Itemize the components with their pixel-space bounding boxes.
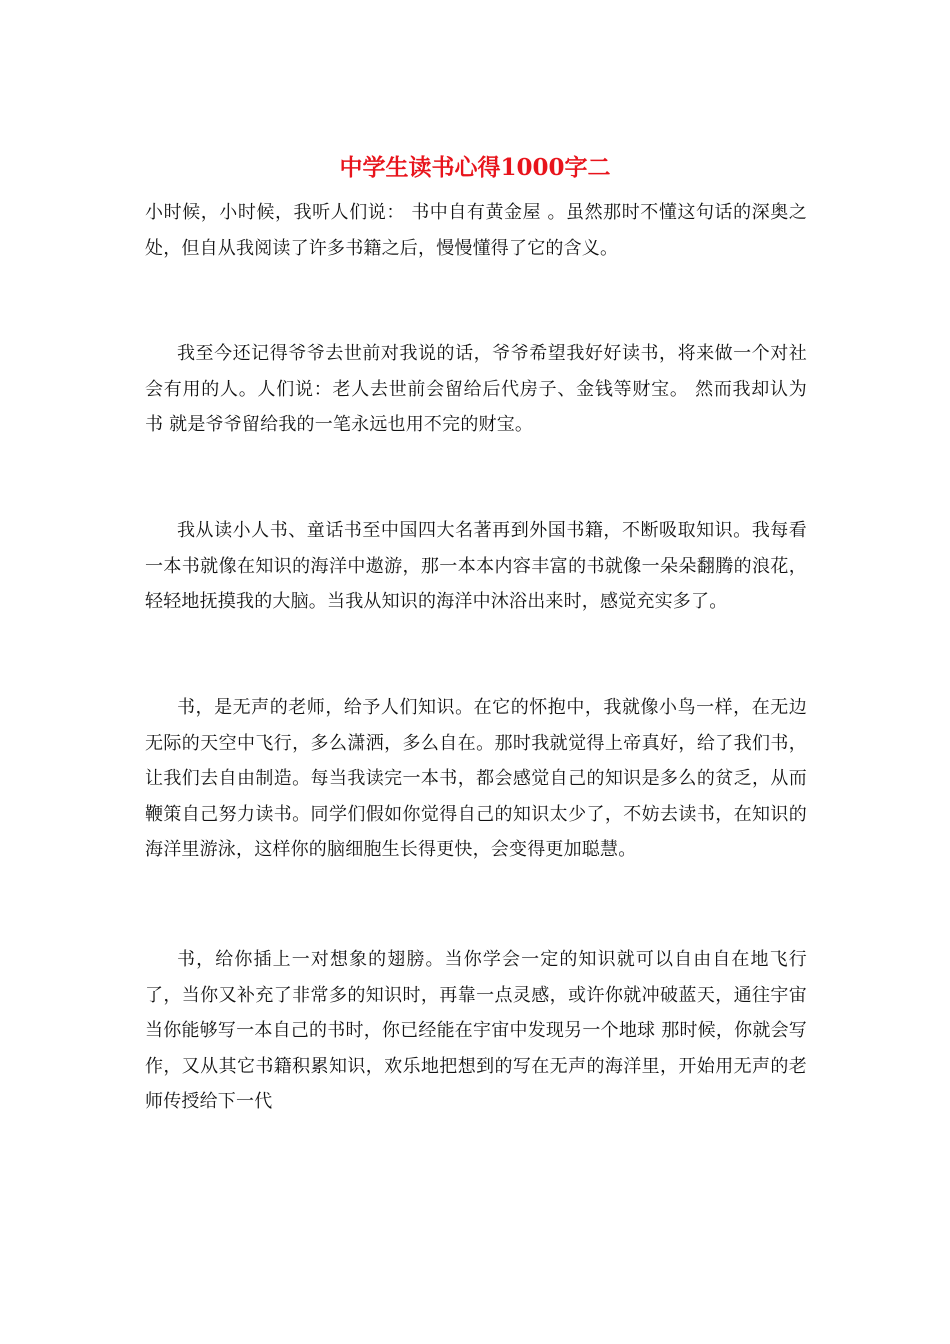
paragraph-5: 书，给你插上一对想象的翅膀。当你学会一定的知识就可以自由自在地飞行了，当你又补充了非常多的知识时，再靠一点灵感，或许你就冲破蓝天，通往宇宙 当你能够写一本自己的书时，你已经能在宇宙中发现另一个地球 那时候，你就会写作，又从其它书籍积累知识，欢乐地把想到的写在无声的海洋里，开始用无声的老师传授给下一代 (145, 949, 807, 1112)
paragraph-3: 我从读小人书、童话书至中国四大名著再到外国书籍，不断吸取知识。我每看一本书就像在知识的海洋中遨游，那一本本内容丰富的书就像一朵朵翻腾的浪花，轻轻地抚摸我的大脑。当我从知识的海洋中沐浴出来时，感觉充实多了。 (145, 520, 807, 612)
paragraph-2: 我至今还记得爷爷去世前对我说的话，爷爷希望我好好读书，将来做一个对社会有用的人。人们说：老人去世前会留给后代房子、金钱等财宝。 然而我却认为 书 就是爷爷留给我的一笔永远也用不完的财宝。 (145, 343, 807, 435)
paragraph-1: 小时候，小时候，我听人们说： 书中自有黄金屋 。虽然那时不懂这句话的深奥之处，但自从我阅读了许多书籍之后，慢慢懂得了它的含义。 (145, 202, 807, 259)
document-title: 中学生读书心得1000字二 (339, 154, 611, 181)
paragraph-4: 书，是无声的老师，给予人们知识。在它的怀抱中，我就像小鸟一样，在无边无际的天空中飞行，多么潇洒，多么自在。那时我就觉得上帝真好，给了我们书，让我们去自由制造。每当我读完一本书，都会感觉自己的知识是多么的贫乏，从而鞭策自己努力读书。同学们假如你觉得自己的知识太少了，不妨去读书，在知识的海洋里游泳，这样你的脑细胞生长得更快，会变得更加聪慧。 (145, 697, 807, 860)
